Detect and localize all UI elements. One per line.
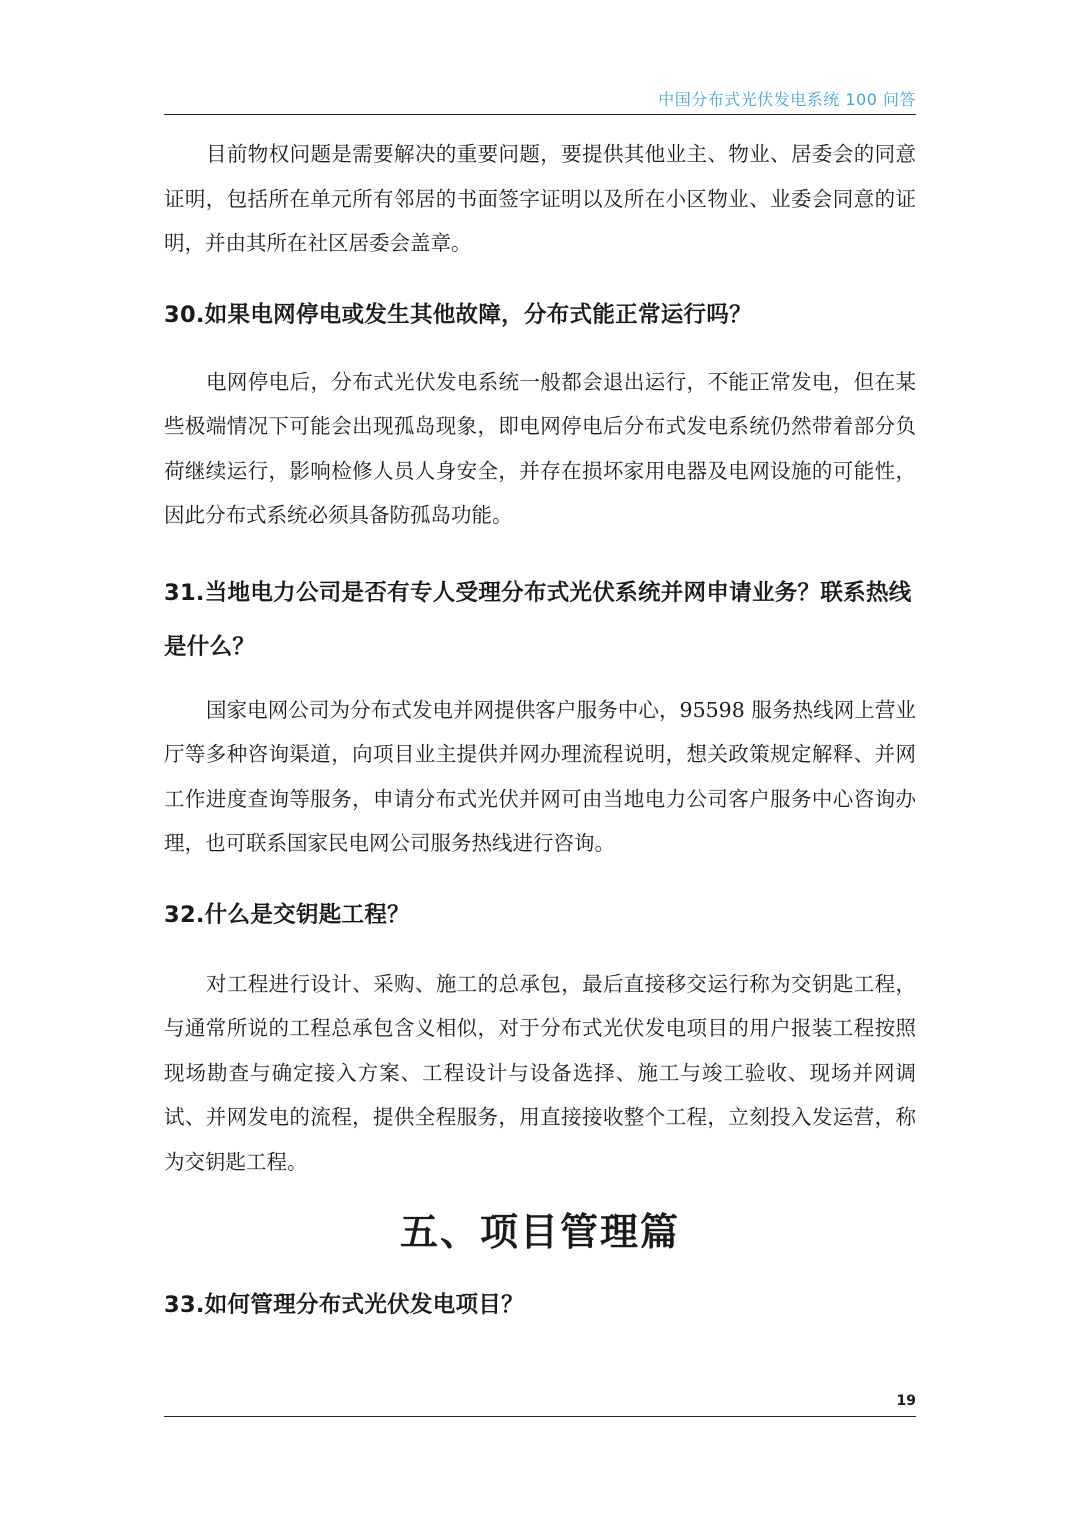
question-32-answer: 对工程进行设计、采购、施工的总承包，最后直接移交运行称为交钥匙工程，与通常所说的工程总承包含义相似，对于分布式光伏发电项目的用户报装工程按照现场勘查与确定接入方案、工程设计与设备选择、施工与竣工验收、现场并网调试、并网发电的流程，提供全程服务，用直接接收整个工程，立刻投入发运营，称为交钥匙工程。: [164, 971, 916, 1174]
section-title: 五、项目管理篇: [399, 1209, 680, 1254]
question-31-answer: 国家电网公司为分布式发电并网提供客户服务中心，95598 服务热线网上营业厅等多种咨询渠道，向项目业主提供并网办理流程说明，想关政策规定解释、并网工作进度查询等服务，申请分布式光伏并网可由当地电力公司客户服务中心咨询办理，也可联系国家民电网公司服务热线进行咨询。: [164, 697, 916, 855]
question-32-heading: 32.什么是交钥匙工程？: [164, 901, 410, 928]
page-number: 19: [896, 1393, 916, 1409]
question-33-heading: 33.如何管理分布式光伏发电项目？: [164, 1292, 524, 1318]
question-30-heading: 30.如果电网停电或发生其他故障，分布式能正常运行吗？: [164, 301, 752, 328]
footer-divider: [164, 1416, 916, 1417]
question-31-heading: 31.当地电力公司是否有专人受理分布式光伏系统并网申请业务？联系热线是什么？: [164, 579, 912, 660]
question-30-answer: 电网停电后，分布式光伏发电系统一般都会退出运行，不能正常发电，但在某些极端情况下可能会出现孤岛现象，即电网停电后分布式发电系统仍然带着部分负荷继续运行，影响检修人员人身安全，并存在损坏家用电器及电网设施的可能性，因此分布式系统必须具备防孤岛功能。: [164, 369, 916, 527]
running-header: 中国分布式光伏发电系统 100 问答: [658, 90, 916, 109]
page-body: [164, 132, 916, 1330]
header-divider: [164, 114, 916, 115]
intro-paragraph: 目前物权问题是需要解决的重要问题，要提供其他业主、物业、居委会的同意证明，包括所在单元所有邻居的书面签字证明以及所在小区物业、业委会同意的证明，并由其所在社区居委会盖章。: [164, 142, 916, 255]
